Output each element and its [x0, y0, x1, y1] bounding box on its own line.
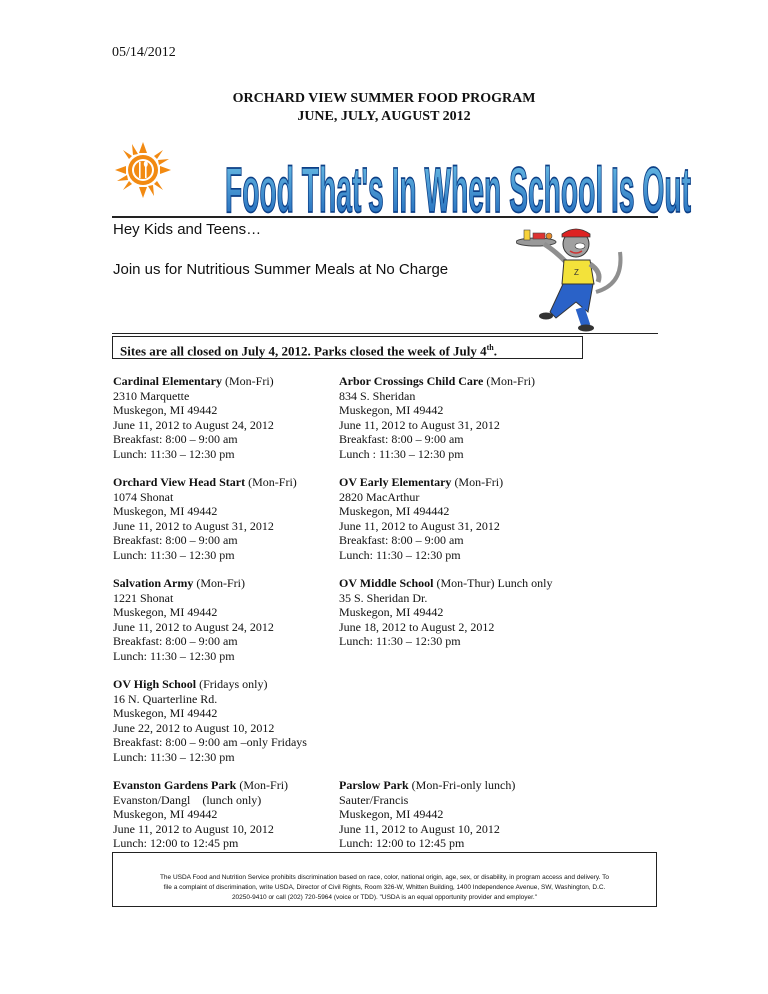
site-line: June 18, 2012 to August 2, 2012 [339, 619, 495, 634]
svg-text:Z: Z [574, 268, 579, 277]
site-line: Muskegon, MI 49442 [339, 807, 444, 821]
site-line: June 11, 2012 to August 10, 2012 [339, 821, 500, 836]
site-salvation-army [113, 576, 274, 663]
site-days: (Mon-Fri) [236, 778, 289, 792]
site-line: June 11, 2012 to August 10, 2012 [113, 821, 274, 836]
site-line: 16 N. Quarterline Rd. [113, 691, 218, 706]
site-line: 1221 Shonat [113, 590, 174, 605]
site-line: Lunch: 11:30 – 12:30 pm [113, 446, 235, 461]
program-title: ORCHARD VIEW SUMMER FOOD PROGRAM [232, 91, 536, 106]
site-line: Lunch: 12:00 to 12:45 pm [339, 836, 465, 850]
site-line: Breakfast: 8:00 – 9:00 am –only Fridays [113, 735, 307, 749]
site-line: Lunch : 11:30 – 12:30 pm [339, 446, 464, 461]
disclaimer-line: 20250-9410 or call (202) 720-5964 (voice or TDD). "USDA is an equal opportunity provider and employer." [231, 894, 538, 901]
site-days: (Mon-Thur) Lunch only [433, 576, 553, 590]
site-line: June 11, 2012 to August 24, 2012 [113, 417, 274, 432]
site-line: June 11, 2012 to August 31, 2012 [113, 518, 274, 533]
site-line: Lunch: 11:30 – 12:30 pm [339, 547, 461, 562]
site-line: Muskegon, MI 49442 [339, 403, 444, 417]
greeting: Hey Kids and Teens… [113, 221, 262, 238]
site-line: 2820 MacArthur [339, 489, 420, 504]
food-banner-wordart [218, 128, 698, 218]
closure-notice-end: . [493, 343, 498, 359]
site-line: June 11, 2012 to August 31, 2012 [339, 518, 500, 533]
site-name: Parslow Park [339, 778, 409, 792]
site-line: Breakfast: 8:00 – 9:00 am [113, 533, 238, 547]
site-ov-early-elementary [339, 475, 503, 562]
site-line: Evanston/Dangl (lunch only) [113, 792, 262, 807]
site-evanston-gardens-park [113, 778, 288, 851]
program-months: JUNE, JULY, AUGUST 2012 [297, 109, 471, 124]
middle-divider [112, 333, 658, 334]
disclaimer-line: file a complaint of discrimination, write USDA, Director of Civil Rights, Room 326-W, Whitten Building, 1400 Independence Avenue, SW, Washington, D.C. [163, 884, 606, 891]
site-name: Orchard View Head Start [113, 475, 246, 489]
site-line: Breakfast: 8:00 – 9:00 am [113, 432, 238, 446]
site-name: Evanston Gardens Park [113, 778, 237, 792]
site-parslow-park [339, 778, 515, 851]
top-divider [112, 216, 658, 218]
site-line: Lunch: 12:00 to 12:45 pm [113, 836, 239, 850]
site-line: Lunch: 11:30 – 12:30 pm [113, 749, 235, 764]
closure-notice-text: Sites are all closed on July 4, 2012. Parks closed the week of July 4 [120, 343, 487, 359]
site-line: Muskegon, MI 49442 [113, 403, 218, 417]
site-line: 35 S. Sheridan Dr. [339, 590, 428, 605]
site-line: Lunch: 11:30 – 12:30 pm [113, 648, 235, 663]
banner-text: Food That's In When School Is Out [225, 154, 691, 218]
site-days: (Fridays only) [196, 677, 268, 691]
invitation: Join us for Nutritious Summer Meals at No Charge [113, 261, 449, 278]
site-orchard-view-head-start [113, 475, 297, 562]
site-line: June 11, 2012 to August 24, 2012 [113, 619, 274, 634]
site-line: Muskegon, MI 49442 [339, 605, 444, 619]
site-line: Lunch: 11:30 – 12:30 pm [339, 634, 461, 648]
site-days: (Mon-Fri) [193, 576, 246, 590]
site-line: Muskegon, MI 49442 [113, 504, 218, 518]
sun-fork-spoon-icon [114, 141, 172, 199]
site-name: OV High School [113, 677, 197, 691]
site-line: June 22, 2012 to August 10, 2012 [113, 720, 275, 735]
site-name: Cardinal Elementary [113, 374, 222, 388]
site-name: OV Early Elementary [339, 475, 452, 489]
site-line: Breakfast: 8:00 – 9:00 am [339, 432, 464, 446]
closure-notice-sup: th [486, 343, 494, 352]
site-line: Muskegon, MI 49442 [113, 605, 218, 619]
site-line: Lunch: 11:30 – 12:30 pm [113, 547, 235, 562]
usda-nondiscrimination-statement [112, 852, 657, 907]
site-name: OV Middle School [339, 576, 434, 590]
site-days: (Mon-Fri) [245, 475, 297, 489]
site-name: Salvation Army [113, 576, 194, 590]
site-ov-middle-school [339, 576, 552, 649]
site-line: Muskegon, MI 49442 [113, 807, 218, 821]
site-line: Breakfast: 8:00 – 9:00 am [113, 634, 238, 648]
site-line: 834 S. Sheridan [339, 388, 416, 403]
disclaimer-line: The USDA Food and Nutrition Service prohibits discrimination based on race, color, national origin, age, sex, or disability, in program access and delivery. To [159, 874, 610, 881]
site-arbor-crossings [339, 374, 535, 461]
site-line: 2310 Marquette [113, 388, 190, 403]
site-cardinal-elementary [113, 374, 274, 461]
site-line: Breakfast: 8:00 – 9:00 am [339, 533, 464, 547]
closure-notice [112, 336, 583, 359]
site-days: (Mon-Fri-only lunch) [408, 778, 516, 792]
site-line: 1074 Shonat [113, 489, 174, 504]
site-days: (Mon-Fri) [483, 374, 536, 388]
site-days: (Mon-Fri) [222, 374, 274, 388]
site-line: Sauter/Francis [339, 792, 409, 807]
site-name: Arbor Crossings Child Care [339, 374, 484, 388]
document-date: 05/14/2012 [112, 45, 176, 60]
site-days: (Mon-Fri) [451, 475, 504, 489]
site-line: Muskegon, MI 494442 [339, 504, 450, 518]
site-line: Muskegon, MI 49442 [113, 706, 218, 720]
cartoon-cat-waiter-image [516, 222, 628, 332]
site-ov-high-school [113, 677, 307, 764]
site-line: June 11, 2012 to August 31, 2012 [339, 417, 500, 432]
